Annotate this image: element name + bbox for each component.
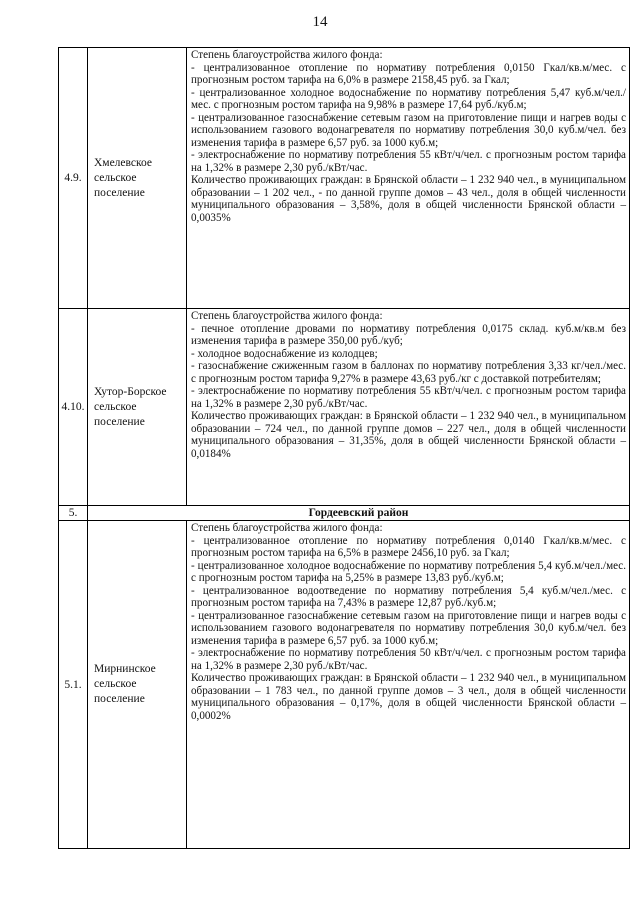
settlement-name-line: поселение <box>94 693 145 705</box>
description-line: - централизованное отопление по нормативу потребления 0,0150 Гкал/кв.м/мес. с прогнозным ростом тарифа на 6,0% в размере 2158,45 руб. за Гкал; <box>191 61 626 86</box>
settlement-name-line: Хмелевское <box>94 156 152 169</box>
row-number: 5. <box>59 506 88 521</box>
description-line: - электроснабжение по нормативу потребления 55 кВт/ч/чел. с прогнозным ростом тарифа на 1,32% в размере 2,30 руб./кВт/час. <box>191 385 626 410</box>
settlement-name-line: Хутор-Борское <box>94 385 167 398</box>
description-line: - печное отопление дровами по нормативу потребления 0,0175 склад. куб.м/кв.м без изменения тарифа в размере 350,00 руб./куб; <box>191 322 626 347</box>
settlement-name <box>88 309 187 506</box>
settlement-name-line: поселение <box>94 186 145 199</box>
row-number: 5.1. <box>59 521 88 849</box>
settlement-name-line: поселение <box>94 415 145 428</box>
description-line: - газоснабжение сжиженным газом в баллонах по нормативу потребления 3,33 кг/чел./мес. с прогнозным ростом тарифа 9,27% в размере 43,63 руб./кг с доставкой потребителям; <box>191 360 626 385</box>
description-line: - централизованное газоснабжение сетевым газом на приготовление пищи и нагрев воды с использованием газового водонагревателя по нормативу потребления 30,0 куб.м/чел. без изменения тарифа в размере 6,57 руб. за 1000 куб.м; <box>191 609 626 647</box>
settlement-description <box>187 309 630 506</box>
settlement-description <box>187 521 630 849</box>
tariff-table <box>58 47 630 849</box>
description-line: - централизованное отопление по нормативу потребления 0,0140 Гкал/кв.м/мес. с прогнозным ростом тарифа на 6,5% в размере 2456,10 руб. за Гкал; <box>191 534 626 559</box>
description-line: - холодное водоснабжение из колодцев; <box>191 347 378 360</box>
description-line: - централизованное газоснабжение сетевым газом на приготовление пищи и нагрев воды с использованием газового водонагревателя по нормативу потребления 30,0 куб.м/чел. без изменения тарифа в размере 6,57 руб. за 1000 куб.м; <box>191 111 626 149</box>
table-row <box>59 521 630 849</box>
row-number: 4.10. <box>59 309 88 506</box>
settlement-name-line: сельское <box>94 678 137 690</box>
description-line: - централизованное холодное водоснабжение по нормативу потребления 5,4 куб.м/чел./мес. с прогнозным ростом тарифа на 5,25% в размере 13,83 руб./куб.м; <box>191 559 626 584</box>
settlement-description <box>187 48 630 309</box>
description-line: - электроснабжение по нормативу потребления 55 кВт/ч/чел. с прогнозным ростом тарифа на 1,32% в размере 2,30 руб./кВт/час. <box>191 149 626 174</box>
page-number: 14 <box>312 14 328 30</box>
description-line: - централизованное водоотведение по нормативу потребления 5,4 куб.м/чел./мес. с прогнозным ростом тарифа на 7,43% в размере 12,87 руб./куб.м; <box>191 584 626 609</box>
settlement-name-line: сельское <box>94 400 137 413</box>
settlement-name-line: сельское <box>94 171 137 184</box>
description-line: Степень благоустройства жилого фонда: <box>191 522 383 534</box>
section-heading-row <box>59 506 630 521</box>
settlement-name <box>88 48 187 309</box>
district-heading: Гордеевский район <box>88 506 630 521</box>
table-row <box>59 48 630 309</box>
table-row <box>59 309 630 506</box>
row-number: 4.9. <box>59 48 88 309</box>
description-line: - электроснабжение по нормативу потребления 50 кВт/ч/чел. с прогнозным ростом тарифа на 1,32% в размере 2,30 руб./кВт/час. <box>191 647 626 672</box>
description-line: Количество проживающих граждан: в Брянской области – 1 232 940 чел., в муниципальном образовании – 724 чел., по данной группе домов – 227 чел., доля в общей численности муниципального образования – 31,35%, доля в общей численности Брянской области – 0,0184% <box>191 410 626 460</box>
description-line: Количество проживающих граждан: в Брянской области – 1 232 940 чел., в муниципальном образовании – 1 783 чел., по данной группе домов – 3 чел., доля в общей численности муниципального образования – 0,17%, доля в общей численности Брянской области – 0,0002% <box>191 672 626 722</box>
description-line: Количество проживающих граждан: в Брянской области – 1 232 940 чел., в муниципальном образовании – 1 202 чел., - по данной группе домов – 43 чел., доля в общей численности муниципального образования – 3,58%, доля в общей численности Брянской области – 0,0035% <box>191 174 626 224</box>
description-line: Степень благоустройства жилого фонда: <box>191 49 383 61</box>
description-line: Степень благоустройства жилого фонда: <box>191 310 383 322</box>
description-line: - централизованное холодное водоснабжение по нормативу потребления 5,47 куб.м/чел./мес. с прогнозным ростом тарифа на 9,98% в размере 17,64 руб./куб.м; <box>191 86 626 111</box>
settlement-name-line: Мирнинское <box>94 663 156 675</box>
settlement-name <box>88 521 187 849</box>
